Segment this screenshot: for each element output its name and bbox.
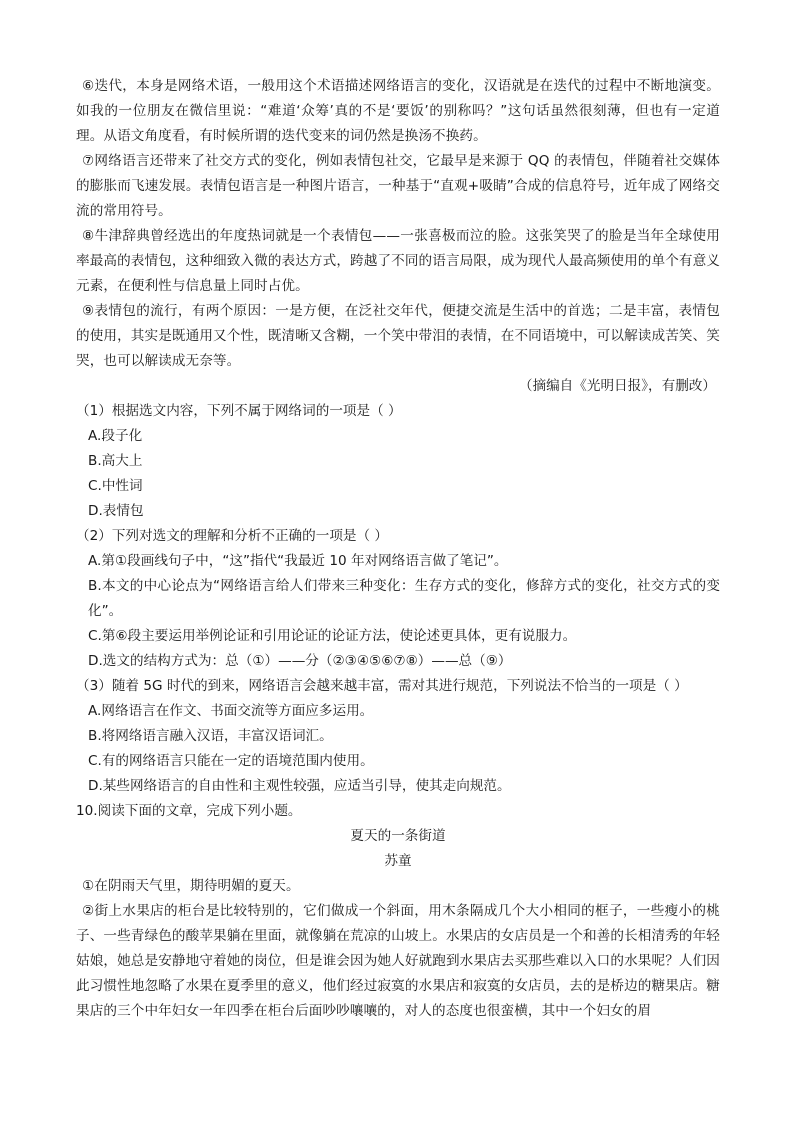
- question-3-stem: （3）随着 5G 时代的到来，网络语言会越来越丰富，需对其进行规范，下列说法不恰当的一项是（ ）: [76, 678, 688, 694]
- question-3-option-a: A.网络语言在作文、书面交流等方面应多运用。: [88, 703, 374, 719]
- question-2-option-c: C.第⑥段主要运用举例论证和引用论证的论证方法，使论述更具体，更有说服力。: [88, 628, 577, 644]
- passage-paragraph-9: ⑨表情包的流行，有两个原因：一是方便，在泛社交年代，便捷交流是生活中的首选；二是丰富，表情包的使用，其实是既通用又个性，既清晰又含糊，一个笑中带泪的表情，在不同语境中，可以解读成苦笑、笑哭，也可以解读成无奈等。: [76, 303, 720, 369]
- question-1-option-c: C.中性词: [88, 478, 143, 494]
- question-3-option-b: B.将网络语言融入汉语，丰富汉语词汇。: [88, 728, 333, 744]
- passage-paragraph-7: ⑦网络语言还带来了社交方式的变化，例如表情包社交，它最早是来源于 QQ 的表情包，伴随着社交媒体的膨胀而飞速发展。表情包语言是一种图片语言，一种基于“直观+吸睛”合成的信息符号，近年成了网络交流的常用符号。: [76, 153, 720, 219]
- passage-paragraph-6: ⑥迭代，本身是网络术语，一般用这个术语描述网络语言的变化，汉语就是在迭代的过程中不断地演变。如我的一位朋友在微信里说：“难道‘众筹’真的不是‘要饭’的别称吗？”这句话虽然很刻薄，但也有一定道理。从语文角度看，有时候所谓的迭代变来的词仍然是换汤不换药。: [76, 78, 720, 144]
- question-3-option-c: C.有的网络语言只能在一定的语境范围内使用。: [88, 753, 374, 769]
- article-paragraph-1: ①在阴雨天气里，期待明媚的夏天。: [82, 878, 300, 894]
- question-2-option-b: B.本文的中心论点为“网络语言给人们带来三种变化：生存方式的变化，修辞方式的变化，社交方式的变化”。: [88, 578, 720, 619]
- passage-source: （摘编自《光明日报》，有删改）: [518, 378, 716, 394]
- question-1-option-d: D.表情包: [88, 503, 144, 519]
- question-2-option-a: A.第①段画线句子中，“这”指代“我最近 10 年对网络语言做了笔记”。: [88, 553, 508, 569]
- question-3-option-d: D.某些网络语言的自由性和主观性较强，应适当引导，使其走向规范。: [88, 778, 511, 794]
- question-10-instruction: 10.阅读下面的文章，完成下列小题。: [76, 803, 302, 819]
- question-1-option-a: A.段子化: [88, 428, 143, 444]
- article-author: 苏童: [384, 853, 412, 869]
- question-1-stem: （1）根据选文内容，下列不属于网络词的一项是（ ）: [76, 403, 402, 419]
- article-paragraph-2: ②街上水果店的柜台是比较特别的，它们做成一个斜面，用木条隔成几个大小相同的框子，一些瘦小的桃子、一些青绿色的酸苹果躺在里面，就像躺在荒凉的山坡上。水果店的女店员是一个和善的长相清秀的年轻姑娘，她总是安静地守着她的岗位，但是谁会因为她人好就跑到水果店去买那些难以入口的水果呢？人们因此习惯性地忽略了水果在夏季里的意义，他们经过寂寞的水果店和寂寞的女店员，去的是桥边的糖果店。糖果店的三个中年妇女一年四季在柜台后面吵吵嚷嚷的，对人的态度也很蛮横，其中一个妇女的眉: [76, 903, 720, 1019]
- question-1-option-b: B.高大上: [88, 453, 143, 469]
- passage-paragraph-8: ⑧牛津辞典曾经选出的年度热词就是一个表情包——一张喜极而泣的脸。这张笑哭了的脸是当年全球使用率最高的表情包，这种细致入微的表达方式，跨越了不同的语言局限，成为现代人最高频使用的单个有意义元素，在便利性与信息量上同时占优。: [76, 228, 720, 294]
- document-page: [76, 74, 720, 1024]
- article-title: 夏天的一条街道: [350, 828, 446, 844]
- question-2-option-d: D.选文的结构方式为：总（①）——分（②③④⑤⑥⑦⑧）——总（⑨）: [88, 653, 512, 669]
- question-2-stem: （2）下列对选文的理解和分析不正确的一项是（ ）: [76, 528, 389, 544]
